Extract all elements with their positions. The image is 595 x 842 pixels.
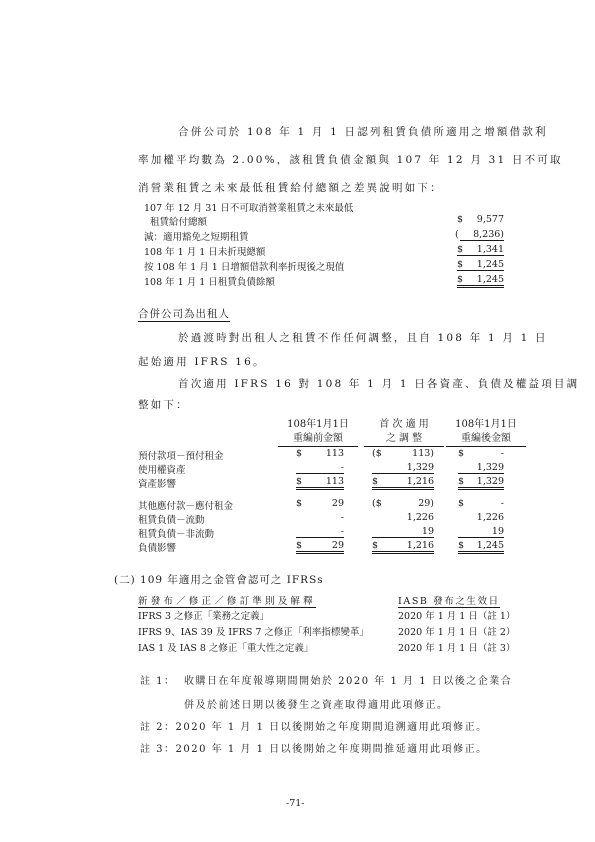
section2-std: IAS 1 及 IAS 8 之修正「重大性之定義」 bbox=[138, 643, 314, 654]
adjust-row-label: 其他應付款－應付租金 bbox=[138, 501, 234, 512]
adjust-row-v3: - bbox=[500, 498, 504, 509]
adjust-col2-header: 首 次 適 用 之 調 整 bbox=[364, 418, 444, 447]
adjust-row-c2: ($ bbox=[372, 448, 382, 459]
section2-date: 2020 年 1 月 1 日（註 1） bbox=[398, 611, 516, 622]
adjust-row-v2: 113) bbox=[412, 448, 434, 459]
adjust-row-v1: 113 bbox=[296, 476, 344, 490]
page-number: -71- bbox=[286, 798, 305, 809]
section2-date: 2020 年 1 月 1 日（註 3） bbox=[398, 643, 516, 654]
recon-heading-1: 107 年 12 月 31 日不可取消營業租賃之未來最低 bbox=[144, 203, 354, 214]
adjust-row-c1: $ bbox=[296, 476, 303, 487]
recon-row-value: 8,236) bbox=[460, 229, 504, 241]
adjust-row-label: 租賃負債－非流動 bbox=[138, 529, 215, 540]
adjust-row-v2: 1,216 bbox=[372, 476, 434, 490]
adjust-row-c1: $ bbox=[296, 448, 303, 459]
lessor-title: 合併公司為出租人 bbox=[138, 308, 230, 320]
intro-line-3: 消營業租賃之未來最低租賃給付總額之差異說明如下： bbox=[138, 182, 443, 194]
note1-line2: 併及於前述日期以後發生之資產取得適用此項修正。 bbox=[184, 700, 449, 711]
adjust-row-v3: 19 bbox=[458, 526, 504, 538]
adjust-row-v1: 29 bbox=[331, 498, 344, 509]
adjust-row-v3: 1,245 bbox=[458, 540, 504, 554]
adjust-row-v2: 1,329 bbox=[372, 462, 434, 474]
adjust-row-label: 資產影響 bbox=[138, 479, 177, 490]
recon-row-currency: $ bbox=[457, 274, 464, 285]
recon-row-value: 1,245 bbox=[457, 259, 504, 271]
section2-std: IFRS 9、IAS 39 及 IFRS 7 之修正「利率指標變革」 bbox=[138, 627, 369, 638]
adjust-row-c2: ($ bbox=[372, 498, 382, 509]
adjust-row-c3: $ bbox=[458, 498, 465, 509]
note2: 註 2：2020 年 1 月 1 日以後開始之年度期間追溯適用此項修正。 bbox=[140, 722, 488, 733]
adjust-row-c2: $ bbox=[372, 540, 379, 551]
adjust-row-c1: $ bbox=[296, 540, 303, 551]
section2-col2-header: IASB 發布之生效日 bbox=[398, 593, 500, 608]
adjust-row-v3: 1,329 bbox=[458, 476, 504, 490]
recon-row-value: 1,245 bbox=[457, 274, 504, 288]
adjust-row-v3: - bbox=[500, 448, 504, 459]
adjust-row-v2: 19 bbox=[372, 526, 434, 538]
lessor-line-2: 起始適用 IFRS 16。 bbox=[138, 356, 266, 368]
adjust-row-c3: $ bbox=[458, 540, 465, 551]
adjust-row-v2: 1,216 bbox=[372, 540, 434, 554]
intro-line-1: 合併公司於 108 年 1 月 1 日認列租賃負債所適用之增額借款利 bbox=[178, 126, 548, 138]
adjust-row-v1: - bbox=[296, 526, 344, 538]
lessor-line-1: 於過渡時對出租人之租賃不作任何調整，且自 108 年 1 月 1 日 bbox=[178, 332, 548, 344]
adjust-row-v1: - bbox=[340, 512, 344, 523]
adjust-row-v3: 1,226 bbox=[476, 512, 504, 523]
section2-title: (二) 109 年適用之金管會認可之 IFRSs bbox=[114, 574, 324, 586]
adjust-col3-header: 108年1月1日 重編後金額 bbox=[446, 418, 526, 447]
recon-row-currency: $ bbox=[457, 259, 464, 270]
adjust-row-c2: $ bbox=[372, 476, 379, 487]
adjust-row-label: 租賃負債－流動 bbox=[138, 515, 205, 526]
adjust-row-v1: - bbox=[296, 462, 344, 474]
adjust-intro-1: 首次適用 IFRS 16 對 108 年 1 月 1 日各資產、負債及權益項目調 bbox=[178, 378, 580, 390]
section2-std: IFRS 3 之修正「業務之定義」 bbox=[138, 611, 270, 622]
section2-date: 2020 年 1 月 1 日（註 2） bbox=[398, 627, 516, 638]
note1-label: 註 1： bbox=[140, 676, 176, 687]
adjust-row-c1: $ bbox=[296, 498, 303, 509]
note1-line1: 收購日在年度報導期間開始於 2020 年 1 月 1 日以後之企業合 bbox=[184, 676, 513, 687]
recon-row-label: 108 年 1 月 1 日租賃負債餘額 bbox=[144, 277, 275, 288]
recon-heading-2: 租賃給付總額 bbox=[150, 217, 208, 228]
adjust-col1-header: 108年1月1日 重編前金額 bbox=[278, 418, 358, 447]
recon-row-label: 108 年 1 月 1 日未折現總額 bbox=[144, 247, 266, 258]
adjust-row-label: 使用權資產 bbox=[138, 465, 186, 476]
recon-first-currency: $ bbox=[457, 214, 464, 225]
section2-col1-header: 新發布／修正／修訂準則及解釋 bbox=[138, 593, 316, 608]
recon-row-label: 按 108 年 1 月 1 日增額借款利率折現後之現值 bbox=[144, 262, 345, 273]
adjust-intro-2: 整如下： bbox=[138, 399, 189, 411]
adjust-row-v1: 29 bbox=[296, 540, 344, 554]
adjust-row-c3: $ bbox=[458, 448, 465, 459]
adjust-row-v1: 113 bbox=[325, 448, 344, 459]
adjust-row-label: 預付款項－預付租金 bbox=[138, 451, 224, 462]
intro-line-2: 率加權平均數為 2.00%，該租賃負債金額與 107 年 12 月 31 日不可取 bbox=[138, 154, 563, 166]
adjust-row-v2: 29) bbox=[418, 498, 434, 509]
adjust-row-v2: 1,226 bbox=[406, 512, 434, 523]
note3: 註 3：2020 年 1 月 1 日以後開始之年度期間推延適用此項修正。 bbox=[140, 744, 488, 755]
recon-row-currency: ( bbox=[455, 229, 459, 240]
adjust-row-c3: $ bbox=[458, 476, 465, 487]
recon-row-value: 1,341 bbox=[457, 244, 504, 256]
recon-row-currency: $ bbox=[457, 244, 464, 255]
recon-row-label: 減：適用豁免之短期租賃 bbox=[144, 232, 249, 243]
recon-first-value: 9,577 bbox=[476, 214, 504, 225]
adjust-row-label: 負債影響 bbox=[138, 543, 177, 554]
adjust-row-v3: 1,329 bbox=[458, 462, 504, 474]
